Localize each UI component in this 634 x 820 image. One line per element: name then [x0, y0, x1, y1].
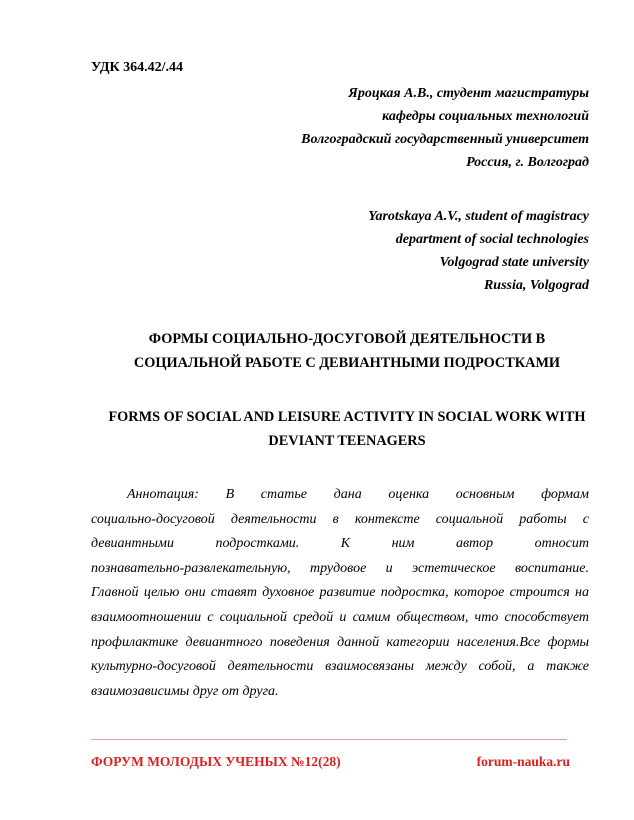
abstract-line: профилактике девиантного поведения данной категории населения.Все формы: [91, 634, 589, 650]
author-block-ru: [301, 82, 589, 174]
author-ru-location: Россия, г. Волгоград: [466, 155, 589, 170]
author-en-department: department of social technologies: [395, 232, 589, 247]
author-en-university: Volgograd state university: [439, 255, 589, 270]
author-ru-university: Волгоградский государственный университет: [301, 132, 589, 147]
author-block-en: [368, 205, 589, 297]
abstract-line: девиантными подростками. К ним автор относит: [91, 536, 589, 552]
udk-code: УДК 364.42/.44: [91, 60, 184, 75]
title-ru: [60, 327, 634, 375]
author-en-location: Russia, Volgograd: [483, 278, 589, 293]
title-en: [60, 405, 634, 453]
title-ru-line: СОЦИАЛЬНОЙ РАБОТЕ С ДЕВИАНТНЫМИ ПОДРОСТКАМИ: [133, 355, 561, 371]
title-ru-line: ФОРМЫ СОЦИАЛЬНО-ДОСУГОВОЙ ДЕЯТЕЛЬНОСТИ В: [148, 331, 546, 347]
author-ru-department: кафедры социальных технологий: [382, 109, 589, 124]
author-ru-name: Яроцкая А.В., студент магистратуры: [348, 86, 589, 101]
footer-site: forum-nauka.ru: [476, 754, 570, 769]
title-en-line: DEVIANT TEENAGERS: [268, 433, 426, 449]
abstract-line: взаимозависимы друг от друга.: [91, 683, 279, 699]
footer-journal: ФОРУМ МОЛОДЫХ УЧЕНЫХ №12(28): [91, 754, 341, 769]
title-en-line: FORMS OF SOCIAL AND LEISURE ACTIVITY IN SOCIAL WORK WITH: [108, 409, 586, 425]
abstract-line: социально-досуговой деятельности в контексте социальной работы с: [91, 511, 589, 527]
author-en-name: Yarotskaya A.V., student of magistracy: [368, 209, 589, 224]
abstract-line: Аннотация: В статье дана оценка основным формам: [127, 487, 589, 502]
footer-divider: [91, 739, 567, 740]
abstract-line: взаимоотношении с социальной средой и самим обществом, что способствует: [91, 609, 589, 625]
abstract-line: познавательно-развлекательную, трудовое и эстетическое воспитание.: [91, 560, 589, 576]
abstract-line: Главной целью они ставят духовное развитие подростка, которое строится на: [91, 585, 589, 601]
abstract-line: культурно-досуговой деятельности взаимосвязаны между собой, а также: [91, 659, 589, 675]
abstract: [91, 483, 589, 704]
